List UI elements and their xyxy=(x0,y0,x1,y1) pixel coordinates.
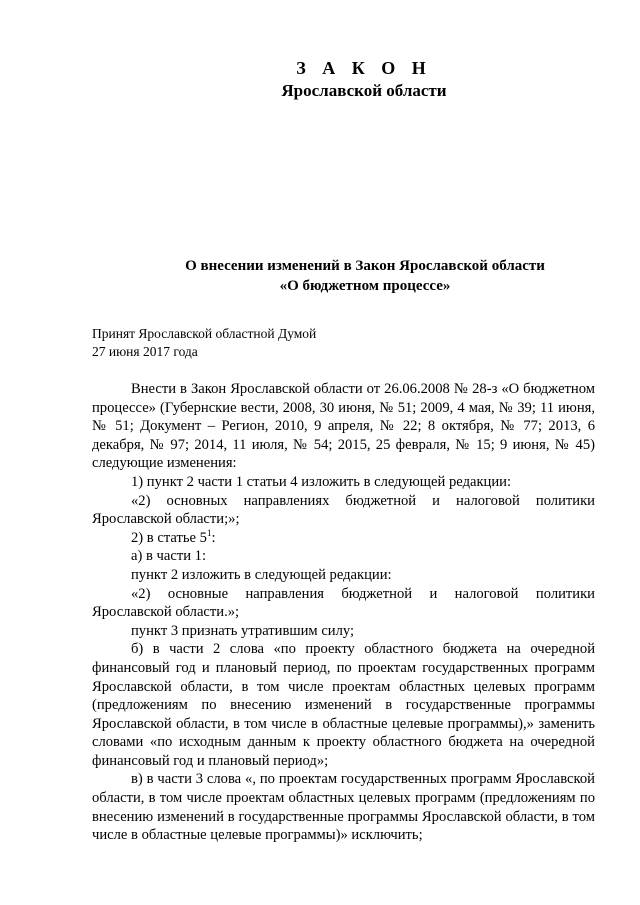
item-2b: б) в части 2 слова «по проекту областного бюджета на очередной финансовый год и плановый период, по проектам государственных программ Ярославской области, в том числе проектам областных целевых программ (предложениям по внесению изменений в государственные программы Ярославской области, в том числе в областные целевые программы),» заменить словами «по исходным данным к проекту областного бюджета на очередной финансовый год и плановый период»; xyxy=(92,641,595,769)
item-2-text: 2) в статье 5 xyxy=(131,529,207,546)
item-2-superscript: 1 xyxy=(206,527,212,538)
item-2a: а) в части 1: xyxy=(131,548,207,565)
item-1-quote: «2) основных направлениях бюджетной и налоговой политики Ярославской области;»; xyxy=(92,492,595,528)
adoption-date: 27 июня 2017 года xyxy=(92,344,198,359)
document-region: Ярославской области xyxy=(281,81,447,100)
adoption-note xyxy=(92,325,316,361)
item-2a-point-3: пункт 3 признать утратившим силу; xyxy=(131,622,355,639)
intro-paragraph: Внести в Закон Ярославской области от 26.06.2008 № 28-з «О бюджетном процессе» (Губернские вести, 2008, 30 июня, № 51; 2009, 4 мая, № 39; 11 июня, № 51; Документ – Регион, 2010, 9 апреля, № 22; 8 октября, № 77; 2013, 6 декабря, № 97; 2014, 11 июля, № 54; 2015, 25 февраля, № 15; 9 июня, № 45) следующие изменения: xyxy=(92,381,595,472)
subject-line-1: О внесении изменений в Закон Ярославской области xyxy=(185,258,545,274)
law-header xyxy=(0,56,640,102)
item-2c: в) в части 3 слова «, по проектам государственных программ Ярославской области, в том числе проектам областных целевых программ (предложениям по внесению изменений в государственные программы Ярославской области, в том числе в областные целевые программы)» исключить; xyxy=(92,771,595,844)
item-1: 1) пункт 2 части 1 статьи 4 изложить в следующей редакции: xyxy=(131,473,512,490)
item-2-colon: : xyxy=(211,529,216,546)
document-title: З А К О Н xyxy=(296,58,432,78)
item-2a-point-2: пункт 2 изложить в следующей редакции: xyxy=(131,566,392,583)
adopted-by: Принят Ярославской областной Думой xyxy=(92,326,317,341)
item-2a-quote: «2) основные направления бюджетной и налоговой политики Ярославской области.»; xyxy=(92,585,595,621)
document-body xyxy=(92,380,595,845)
item-2 xyxy=(92,529,595,548)
document-subject xyxy=(0,256,640,296)
subject-line-2: «О бюджетном процессе» xyxy=(279,278,451,294)
